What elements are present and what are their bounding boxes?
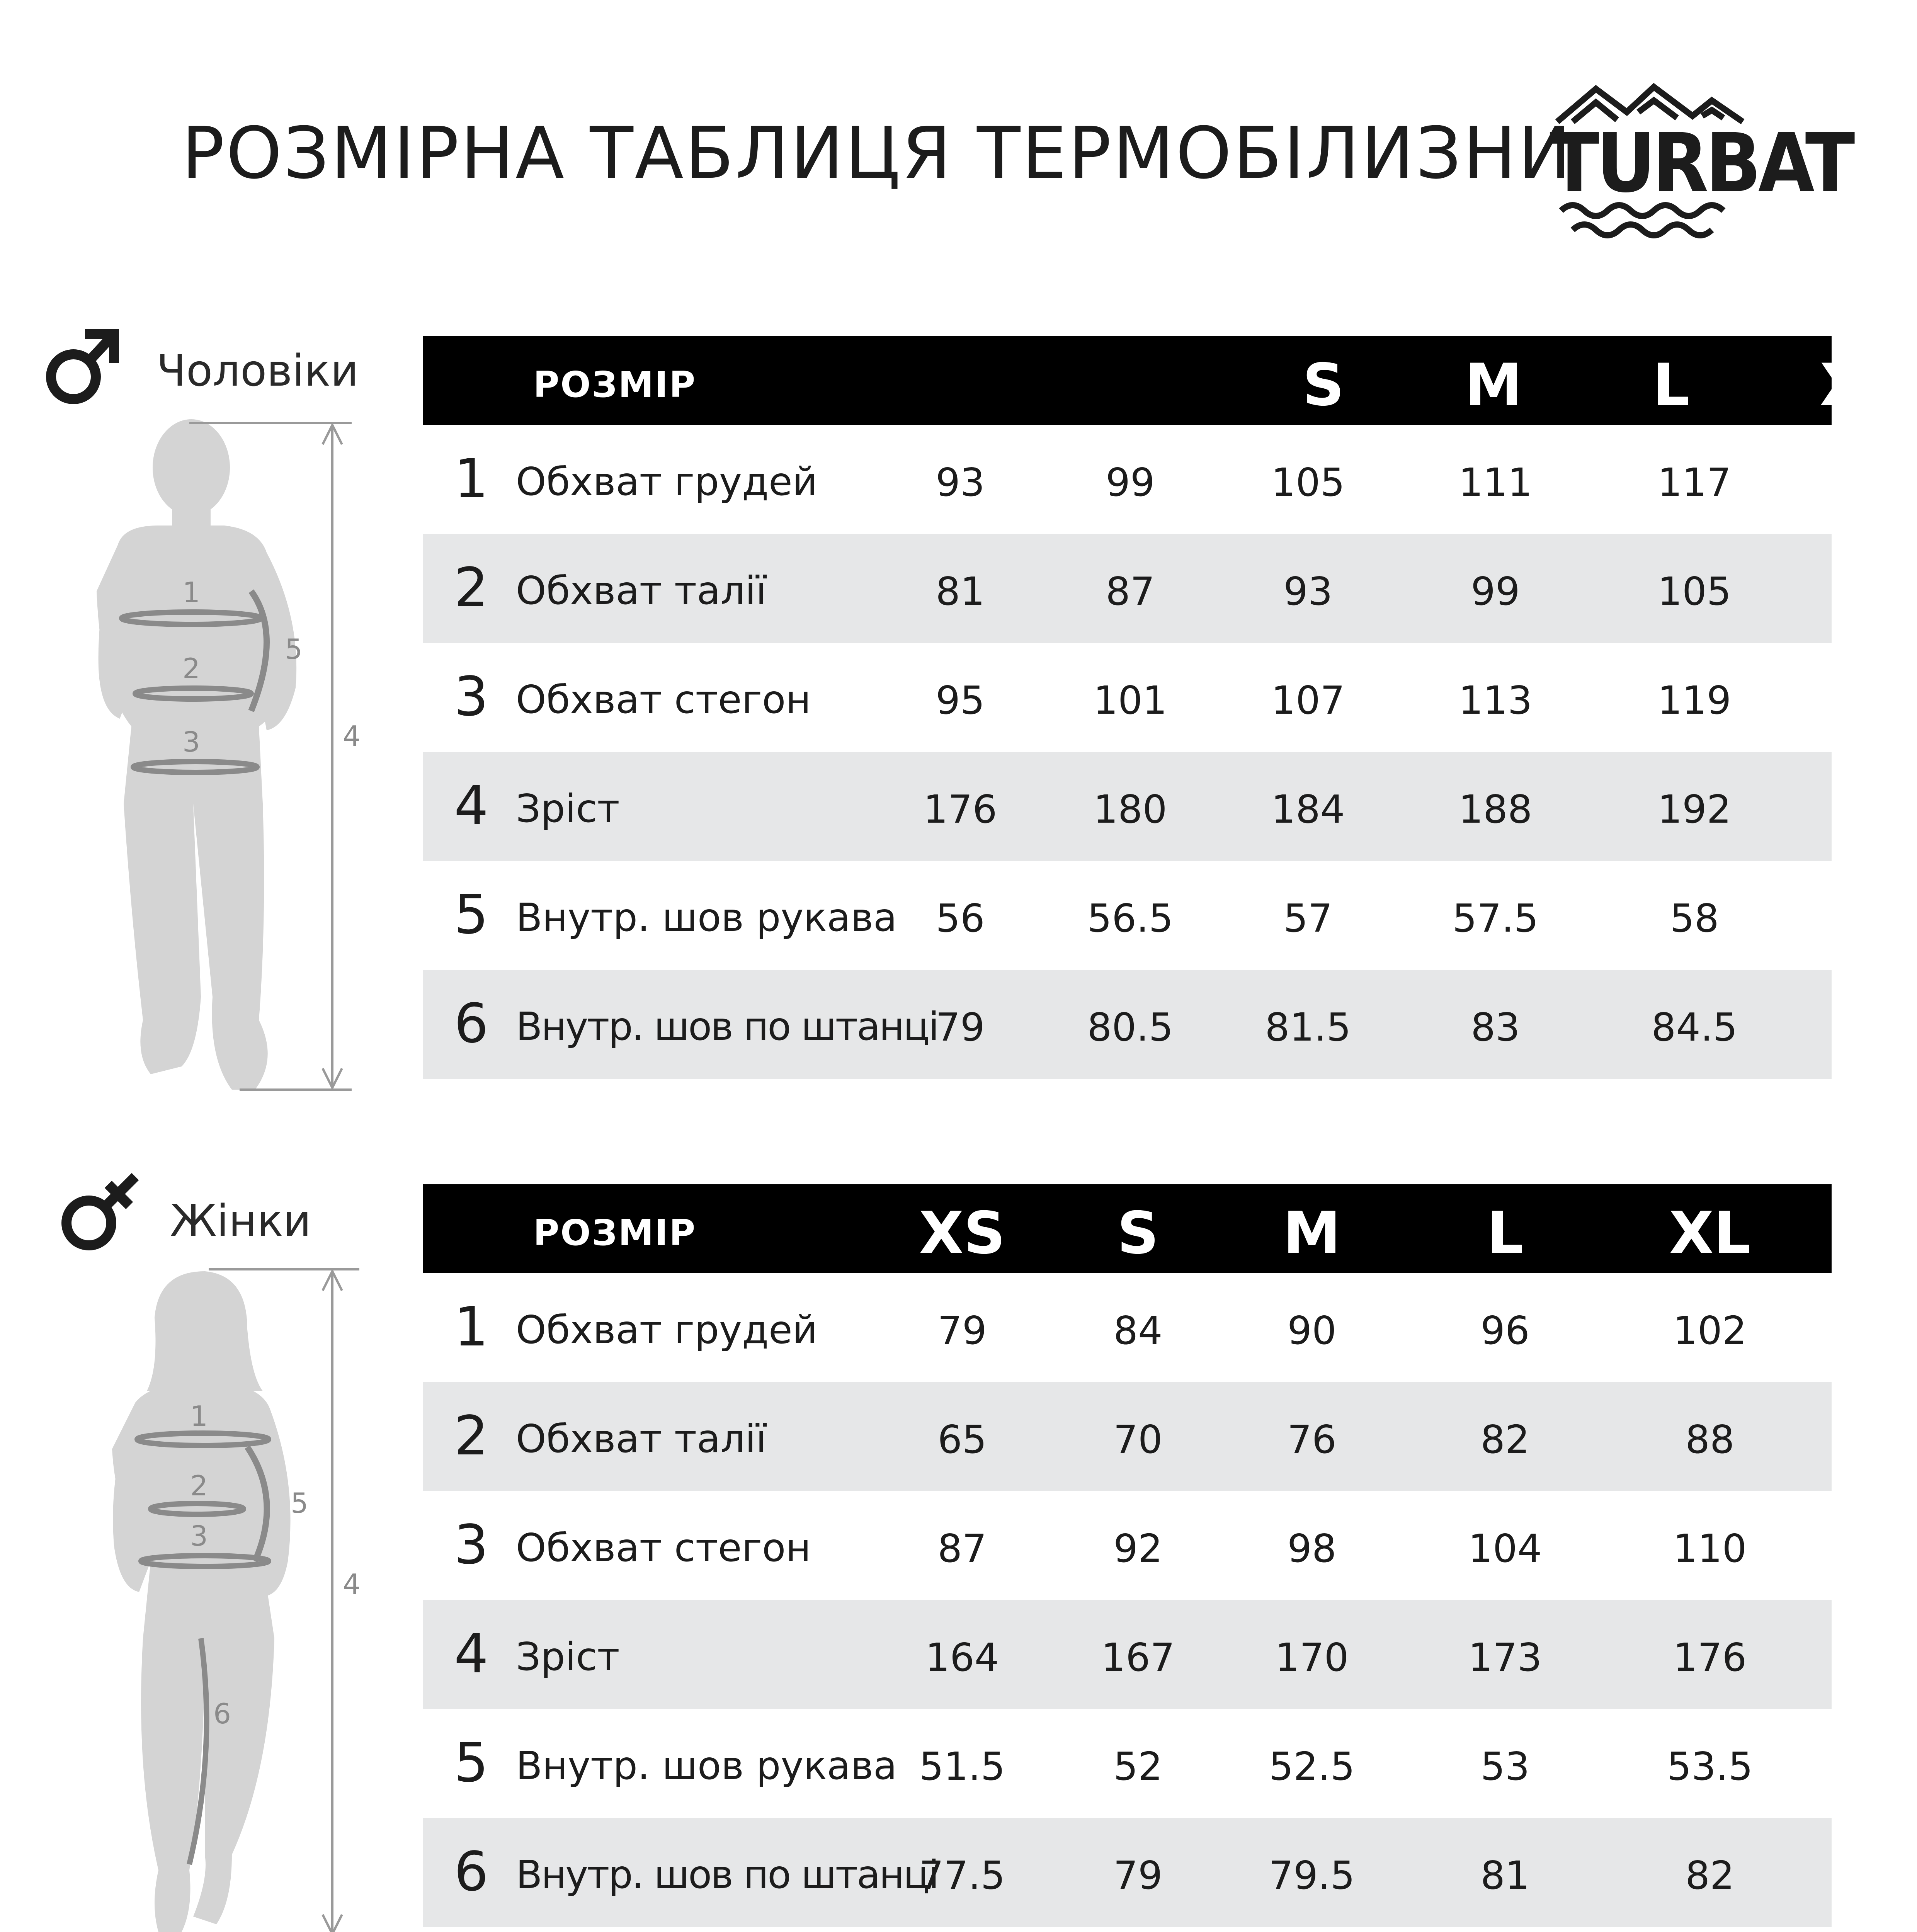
cell-value: 56.5 <box>1087 896 1174 941</box>
cell-value: 81 <box>936 569 985 614</box>
row-label: Внутр. шов рукава <box>516 895 897 940</box>
cell-value: 184 <box>1271 787 1345 832</box>
cell-value: 84 <box>1113 1308 1163 1353</box>
cell-value: 90 <box>1287 1308 1337 1353</box>
row-label: Обхват стегон <box>516 677 811 722</box>
row-label: Обхват стегон <box>516 1525 811 1570</box>
cell-value: 113 <box>1458 678 1533 723</box>
table-row <box>423 970 1832 1079</box>
table-row <box>423 752 1832 861</box>
cell-value: 83 <box>1471 1005 1520 1050</box>
table-row <box>423 425 1832 534</box>
row-number: 2 <box>454 556 489 619</box>
cell-value: 53 <box>1480 1744 1530 1789</box>
cell-value: 164 <box>925 1635 999 1680</box>
men-table-header <box>423 336 1902 425</box>
cell-value: 87 <box>937 1526 987 1571</box>
women-table-header <box>423 1184 1832 1273</box>
cell-value: 52.5 <box>1269 1744 1355 1789</box>
cell-value: 82 <box>1480 1417 1530 1462</box>
header-size: M <box>1283 1200 1341 1267</box>
cell-value: 51.5 <box>919 1744 1005 1789</box>
women-figure-label-5: 5 <box>291 1487 308 1519</box>
row-label: Зріст <box>516 1634 620 1679</box>
row-number: 4 <box>454 1622 489 1685</box>
men-figure-label-3: 3 <box>182 726 200 758</box>
row-label: Обхват талії <box>516 568 767 613</box>
women-figure-label-3: 3 <box>190 1520 208 1552</box>
cell-value: 79 <box>937 1308 987 1353</box>
row-label: Обхват грудей <box>516 459 818 504</box>
header-label: РОЗМІР <box>533 1212 697 1253</box>
row-number: 1 <box>454 447 489 510</box>
women-figure-label-2: 2 <box>190 1469 208 1502</box>
cell-value: 117 <box>1657 460 1732 505</box>
header-size: XL <box>1669 1200 1751 1267</box>
table-row <box>423 1709 1832 1818</box>
female-figure <box>93 1267 386 1932</box>
cell-value: 176 <box>923 787 997 832</box>
cell-value: 95 <box>936 678 985 723</box>
cell-value: 81 <box>1480 1853 1530 1898</box>
row-number: 5 <box>454 1731 489 1794</box>
row-label: Внутр. шов по штанці <box>516 1004 938 1049</box>
row-number: 1 <box>454 1296 489 1359</box>
header-size: S <box>1302 352 1345 419</box>
row-number: 6 <box>454 992 489 1055</box>
male-symbol-icon <box>43 325 120 411</box>
cell-value: 99 <box>1106 460 1155 505</box>
female-symbol-icon <box>54 1169 147 1263</box>
cell-value: 79.5 <box>1269 1853 1355 1898</box>
cell-value: 105 <box>1657 569 1732 614</box>
table-row <box>423 1273 1832 1382</box>
table-row <box>423 1818 1832 1927</box>
cell-value: 180 <box>1093 787 1167 832</box>
cell-value: 53.5 <box>1667 1744 1753 1789</box>
women-figure-label-4: 4 <box>343 1568 361 1600</box>
row-label: Внутр. шов рукава <box>516 1743 897 1788</box>
cell-value: 80.5 <box>1087 1005 1174 1050</box>
cell-value: 107 <box>1271 678 1345 723</box>
cell-value: 93 <box>1283 569 1333 614</box>
cell-value: 52 <box>1113 1744 1163 1789</box>
cell-value: 111 <box>1458 460 1533 505</box>
cell-value: 57 <box>1283 896 1333 941</box>
cell-value: 173 <box>1468 1635 1542 1680</box>
women-figure-label-6: 6 <box>213 1697 231 1730</box>
row-label: Обхват талії <box>516 1416 767 1461</box>
cell-value: 105 <box>1271 460 1345 505</box>
cell-value: 88 <box>1685 1417 1735 1462</box>
header-label: РОЗМІР <box>533 364 697 405</box>
men-figure-label-4: 4 <box>343 720 361 752</box>
row-number: 4 <box>454 774 489 837</box>
header-size: XS <box>919 1200 1005 1267</box>
cell-value: 56 <box>936 896 985 941</box>
cell-value: 65 <box>937 1417 987 1462</box>
men-size-table <box>423 336 1902 1079</box>
men-label: Чоловіки <box>156 346 359 396</box>
table-row <box>423 1382 1832 1491</box>
women-size-table <box>423 1184 1832 1927</box>
cell-value: 87 <box>1106 569 1155 614</box>
row-number: 3 <box>454 1514 489 1577</box>
cell-value: 82 <box>1685 1853 1735 1898</box>
men-figure-label-5: 5 <box>285 633 303 665</box>
row-label: Внутр. шов по штанці <box>516 1852 938 1897</box>
header-size: M <box>1465 352 1522 419</box>
cell-value: 58 <box>1670 896 1719 941</box>
header-size: XL <box>1820 352 1902 419</box>
cell-value: 192 <box>1657 787 1732 832</box>
header-size: S <box>1117 1200 1159 1267</box>
row-number: 3 <box>454 665 489 728</box>
cell-value: 98 <box>1287 1526 1337 1571</box>
table-row <box>423 534 1832 643</box>
cell-value: 110 <box>1673 1526 1747 1571</box>
men-figure-label-2: 2 <box>182 652 200 685</box>
cell-value: 76 <box>1287 1417 1337 1462</box>
table-row <box>423 1600 1832 1709</box>
row-number: 6 <box>454 1840 489 1903</box>
cell-value: 188 <box>1458 787 1533 832</box>
cell-value: 57.5 <box>1452 896 1539 941</box>
cell-value: 102 <box>1673 1308 1747 1353</box>
row-number: 2 <box>454 1405 489 1468</box>
cell-value: 77.5 <box>919 1853 1005 1898</box>
cell-value: 70 <box>1113 1417 1163 1462</box>
cell-value: 119 <box>1657 678 1732 723</box>
cell-value: 170 <box>1275 1635 1349 1680</box>
header-size: L <box>1487 1200 1524 1267</box>
women-label: Жінки <box>170 1196 311 1246</box>
cell-value: 101 <box>1093 678 1167 723</box>
cell-value: 104 <box>1468 1526 1542 1571</box>
male-figure <box>85 417 379 1099</box>
cell-value: 79 <box>1113 1853 1163 1898</box>
cell-value: 176 <box>1673 1635 1747 1680</box>
header-size: L <box>1653 352 1690 419</box>
table-row <box>423 861 1832 970</box>
cell-value: 99 <box>1471 569 1520 614</box>
row-label: Зріст <box>516 786 620 831</box>
cell-value: 93 <box>936 460 985 505</box>
cell-value: 167 <box>1101 1635 1175 1680</box>
cell-value: 84.5 <box>1651 1005 1738 1050</box>
row-number: 5 <box>454 883 489 946</box>
men-figure-label-1: 1 <box>182 576 200 609</box>
cell-value: 81.5 <box>1265 1005 1351 1050</box>
turbat-logo <box>1550 79 1852 249</box>
page-title: РОЗМІРНА ТАБЛИЦЯ ТЕРМОБІЛИЗНИ <box>182 112 1573 195</box>
table-row <box>423 643 1832 752</box>
cell-value: 96 <box>1480 1308 1530 1353</box>
cell-value: 79 <box>936 1005 985 1050</box>
logo-text: TURBAT <box>1550 116 1852 211</box>
table-row <box>423 1491 1832 1600</box>
row-label: Обхват грудей <box>516 1307 818 1352</box>
women-figure-label-1: 1 <box>190 1400 208 1432</box>
cell-value: 92 <box>1113 1526 1163 1571</box>
